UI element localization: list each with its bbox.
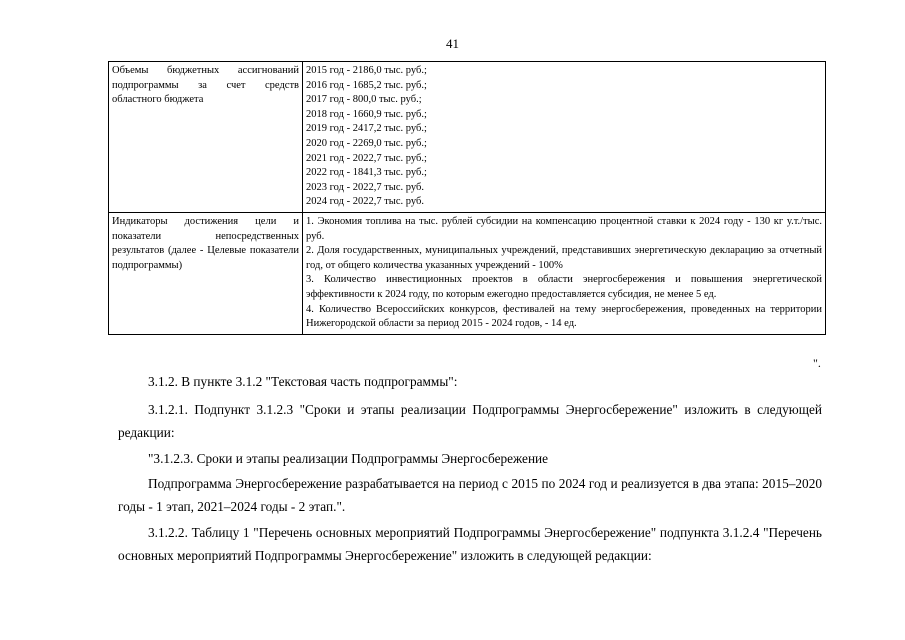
indicator-item: 1. Экономия топлива на тыс. рублей субсидии на компенсацию процентной ставки к 2024 году - 130 кг у.т./тыс. руб. bbox=[306, 215, 822, 242]
budget-line: 2019 год - 2417,2 тыс. руб.; bbox=[306, 123, 427, 135]
passport-table bbox=[108, 61, 826, 335]
table-row bbox=[109, 212, 826, 334]
budget-line: 2017 год - 800,0 тыс. руб.; bbox=[306, 94, 422, 106]
table-row bbox=[109, 62, 826, 213]
budget-line: 2020 год - 2269,0 тыс. руб.; bbox=[306, 137, 427, 149]
table-closing-quote: ". bbox=[813, 356, 821, 370]
indicator-item: 3. Количество инвестиционных проектов в области энергосбережения и повышения энергетической эффективности к 2024 году, по которым ежегодно предоставляется субсидия, не менее 5 ед. bbox=[306, 274, 822, 300]
paragraph: 3.1.2. В пункте 3.1.2 "Текстовая часть подпрограммы": bbox=[148, 374, 458, 389]
budget-line: 2024 год - 2022,7 тыс. руб. bbox=[306, 196, 424, 208]
indicator-item: 2. Доля государственных, муниципальных учреждений, представивших энергетическую декларацию за отчетный год, от общего количества указанных учреждений - 100% bbox=[306, 245, 822, 271]
paragraph: Подпрограмма Энергосбережение разрабатывается на период с 2015 по 2024 год и реализуется в два этапа: 2015–2020 годы - 1 этап, 2021–2024 годы - 2 этап.". bbox=[118, 476, 822, 514]
indicators-label-cell: Индикаторы достижения цели и показатели непосредственных результатов (далее - Целевые показатели подпрограммы) bbox=[109, 212, 303, 334]
budget-line: 2021 год - 2022,7 тыс. руб.; bbox=[306, 152, 427, 164]
budget-line: 2016 год - 1685,2 тыс. руб.; bbox=[306, 79, 427, 91]
budget-label-cell: Объемы бюджетных ассигнований подпрограммы за счет средств областного бюджета bbox=[109, 62, 303, 213]
budget-line: 2018 год - 1660,9 тыс. руб.; bbox=[306, 108, 427, 120]
budget-line: 2023 год - 2022,7 тыс. руб. bbox=[306, 181, 424, 193]
budget-values-cell bbox=[303, 62, 826, 213]
indicators-values-cell bbox=[303, 212, 826, 334]
budget-line: 2015 год - 2186,0 тыс. руб.; bbox=[306, 65, 427, 76]
paragraph: 3.1.2.1. Подпункт 3.1.2.3 "Сроки и этапы реализации Подпрограммы Энергосбережение" изложить в следующей редакции: bbox=[118, 402, 822, 440]
budget-line: 2022 год - 1841,3 тыс. руб.; bbox=[306, 167, 427, 179]
page-number: 41 bbox=[446, 36, 459, 51]
paragraph: 3.1.2.2. Таблицу 1 "Перечень основных мероприятий Подпрограммы Энергосбережение" подпункта 3.1.2.4 "Перечень основных мероприятий Подпрограммы Энергосбережение" изложить в следующей редакции: bbox=[118, 525, 822, 563]
paragraph: "3.1.2.3. Сроки и этапы реализации Подпрограммы Энергосбережение bbox=[148, 451, 549, 466]
indicator-item: 4. Количество Всероссийских конкурсов, фестивалей на тему энергосбережения, проведенных на территории Нижегородской области за период 2015 - 2024 годов, - 14 ед. bbox=[306, 303, 822, 330]
